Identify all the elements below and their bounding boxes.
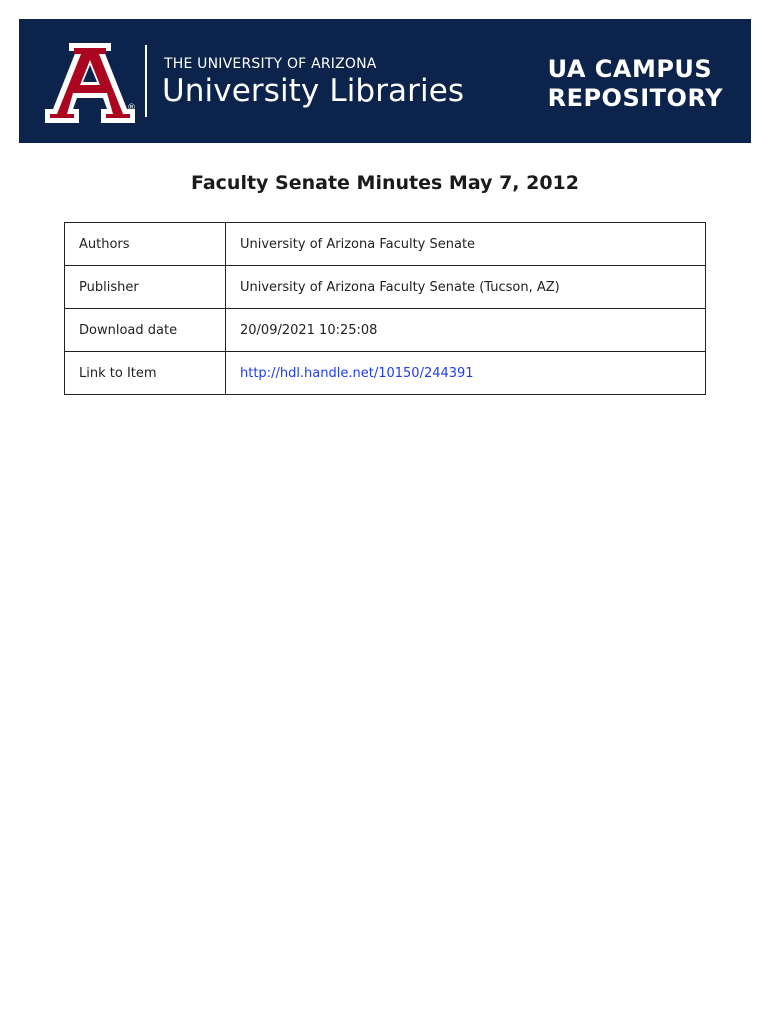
- repository-line-1: UA CAMPUS: [547, 55, 713, 83]
- link-to-item-label: Link to Item: [65, 352, 226, 395]
- publisher-label: Publisher: [65, 266, 226, 309]
- university-name: THE UNIVERSITY OF ARIZONA: [164, 56, 377, 72]
- table-row: [65, 266, 706, 309]
- metadata-table: [64, 222, 706, 395]
- authors-value: University of Arizona Faculty Senate: [226, 223, 706, 266]
- libraries-name: University Libraries: [162, 73, 465, 109]
- banner-divider: [145, 45, 147, 117]
- document-title: Faculty Senate Minutes May 7, 2012: [190, 172, 579, 194]
- table-row: [65, 352, 706, 395]
- campus-repository-label: [548, 55, 723, 113]
- table-row: [65, 309, 706, 352]
- arizona-block-a-logo-icon: [43, 41, 137, 125]
- header-banner: [19, 19, 751, 143]
- repository-line-2: REPOSITORY: [547, 84, 723, 112]
- publisher-value: University of Arizona Faculty Senate (Tucson, AZ): [226, 266, 706, 309]
- download-date-label: Download date: [65, 309, 226, 352]
- registered-mark: ®: [127, 103, 136, 113]
- table-row: [65, 223, 706, 266]
- download-date-value: 20/09/2021 10:25:08: [226, 309, 706, 352]
- link-to-item-cell: [226, 352, 706, 395]
- item-handle-link[interactable]: http://hdl.handle.net/10150/244391: [240, 365, 474, 381]
- authors-label: Authors: [65, 223, 226, 266]
